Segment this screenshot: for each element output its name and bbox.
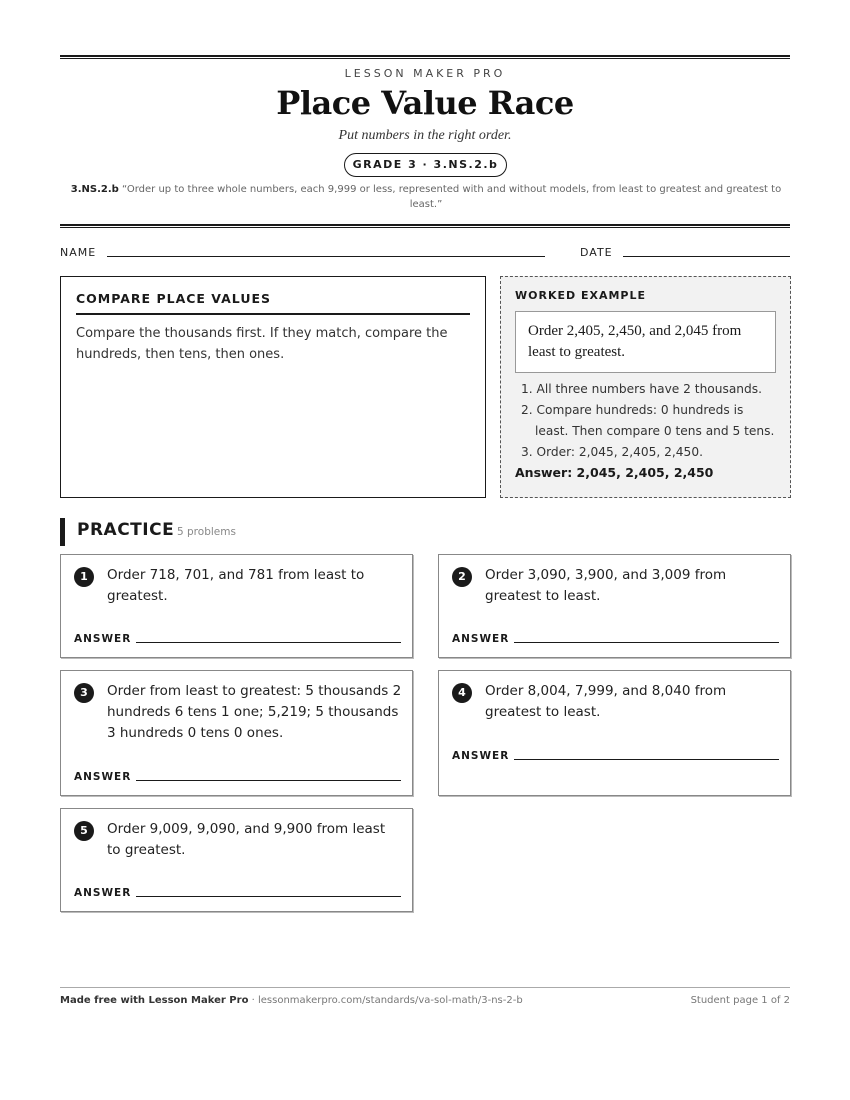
concept-box xyxy=(60,276,486,498)
worked-step: 3. Order: 2,045, 2,405, 2,450. xyxy=(521,445,703,459)
page-subtitle: Put numbers in the right order. xyxy=(338,128,512,143)
problem-text: Order 9,009, 9,090, and 9,900 from least to greatest. xyxy=(107,821,386,858)
problem-card-5 xyxy=(60,808,413,912)
worked-example-box xyxy=(500,276,791,498)
date-label: DATE xyxy=(580,246,613,259)
problem-number: 4 xyxy=(452,683,472,703)
worked-example-steps xyxy=(515,379,776,463)
practice-title: PRACTICE xyxy=(77,520,175,540)
answer-label: ANSWER xyxy=(452,633,510,645)
worked-example-title: WORKED EXAMPLE xyxy=(515,289,646,302)
name-label: NAME xyxy=(60,246,97,259)
footer-page-number: Student page 1 of 2 xyxy=(690,995,790,1006)
problem-text: Order from least to greatest: 5 thousands 2 hundreds 6 tens 1 one; 5,219; 5 thousands 3 hundreds 0 tens 0 ones. xyxy=(107,683,402,741)
footer-made-with: Made free with Lesson Maker Pro xyxy=(60,995,249,1006)
concept-text: Compare the thousands first. If they match, compare the hundreds, then tens, then ones. xyxy=(76,326,448,362)
problem-text: Order 8,004, 7,999, and 8,040 from greatest to least. xyxy=(485,683,727,720)
answer-field[interactable] xyxy=(136,896,401,897)
answer-field[interactable] xyxy=(136,780,401,781)
practice-accent-bar xyxy=(60,518,65,546)
standard-code: 3.NS.2.b xyxy=(70,184,119,195)
standard-text: “Order up to three whole numbers, each 9,999 or less, represented with and without models, from least to greatest and greatest to least.” xyxy=(122,184,782,210)
brand-name: LESSON MAKER PRO xyxy=(344,67,506,80)
answer-field[interactable] xyxy=(514,759,779,760)
problem-number: 1 xyxy=(74,567,94,587)
header-bottom-rule xyxy=(60,224,790,228)
footer-rule xyxy=(60,987,790,988)
grade-badge: GRADE 3 · 3.NS.2.b xyxy=(344,153,507,177)
worked-step: 1. All three numbers have 2 thousands. xyxy=(521,382,762,396)
footer-url[interactable]: · lessonmakerpro.com/standards/va-sol-math/3-ns-2-b xyxy=(248,995,523,1006)
answer-field[interactable] xyxy=(514,642,779,643)
name-field[interactable] xyxy=(107,256,545,257)
worked-example-answer: Answer: 2,045, 2,405, 2,450 xyxy=(515,465,714,480)
worked-example-problem: Order 2,405, 2,450, and 2,045 from least to greatest. xyxy=(515,311,776,373)
answer-label: ANSWER xyxy=(74,771,132,783)
answer-label: ANSWER xyxy=(452,750,510,762)
worked-step: 2. Compare hundreds: 0 hundreds is least. Then compare 0 tens and 5 tens. xyxy=(521,403,775,438)
concept-title: COMPARE PLACE VALUES xyxy=(76,291,470,315)
answer-label: ANSWER xyxy=(74,633,132,645)
problem-number: 2 xyxy=(452,567,472,587)
problem-number: 5 xyxy=(74,821,94,841)
date-field[interactable] xyxy=(623,256,790,257)
top-rule xyxy=(60,55,790,59)
problem-text: Order 718, 701, and 781 from least to greatest. xyxy=(107,567,365,604)
standard-description xyxy=(66,182,786,212)
problem-card-1 xyxy=(60,554,413,658)
footer-credit xyxy=(60,995,523,1006)
page-title: Place Value Race xyxy=(276,84,574,122)
problem-card-3 xyxy=(60,670,413,796)
practice-count: 5 problems xyxy=(177,526,236,538)
problem-text: Order 3,090, 3,900, and 3,009 from greatest to least. xyxy=(485,567,727,604)
answer-label: ANSWER xyxy=(74,887,132,899)
problem-card-4 xyxy=(438,670,791,796)
problem-number: 3 xyxy=(74,683,94,703)
answer-field[interactable] xyxy=(136,642,401,643)
problem-card-2 xyxy=(438,554,791,658)
